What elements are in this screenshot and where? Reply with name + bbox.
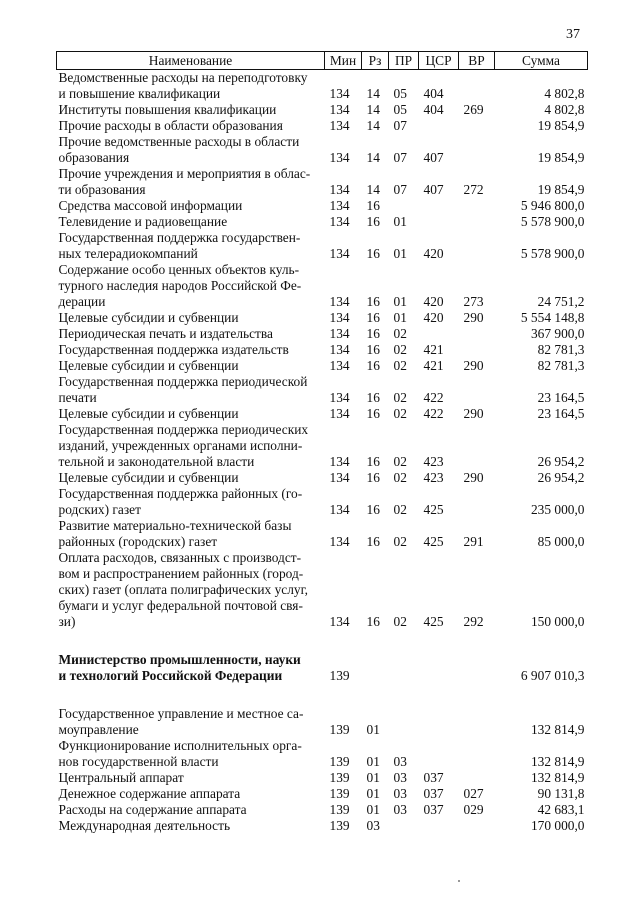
cell-name xyxy=(57,310,325,326)
cell-csr: 037 xyxy=(423,770,444,785)
cell-pr: 01 xyxy=(393,246,407,261)
header-rz: Рз xyxy=(362,52,389,70)
cell-sum: 132 814,9 xyxy=(530,722,585,737)
cell-min: 134 xyxy=(329,294,350,309)
name-line: Министерство промышленности, науки xyxy=(58,652,301,667)
table-row xyxy=(57,486,588,518)
cell-sum: 132 814,9 xyxy=(530,770,585,785)
name-line: Институты повышения квалификации xyxy=(58,102,277,117)
table-row xyxy=(57,374,588,406)
cell-pr: 02 xyxy=(393,502,407,517)
name-line: и технологий Российской Федерации xyxy=(58,668,283,683)
cell-sum: 23 164,5 xyxy=(537,406,585,421)
cell-sum: 82 781,3 xyxy=(537,342,585,357)
cell-min: 134 xyxy=(329,310,350,325)
cell-min: 134 xyxy=(329,198,350,213)
cell-min: 134 xyxy=(329,118,350,133)
cell-name xyxy=(57,518,325,550)
cell-min: 134 xyxy=(329,246,350,261)
cell-name xyxy=(57,738,325,770)
cell-rz: 14 xyxy=(366,118,380,133)
name-line: вом и распространением районных (город- xyxy=(58,566,304,581)
table-row xyxy=(57,550,588,630)
name-line: Развитие материально-технической базы xyxy=(58,518,292,533)
cell-rz: 16 xyxy=(366,502,380,517)
name-line: Расходы на содержание аппарата xyxy=(58,802,247,817)
name-line: ных телерадиокомпаний xyxy=(58,246,198,261)
scan-speck xyxy=(458,880,460,882)
name-line: ти образования xyxy=(58,182,146,197)
cell-csr: 421 xyxy=(423,358,444,373)
cell-sum: 367 900,0 xyxy=(530,326,585,341)
cell-name xyxy=(57,470,325,486)
cell-sum: 170 000,0 xyxy=(530,818,585,833)
name-line: Средства массовой информации xyxy=(58,198,243,213)
cell-rz: 01 xyxy=(366,802,380,817)
cell-csr: 423 xyxy=(423,454,444,469)
table-row xyxy=(57,70,588,103)
spacer-cell xyxy=(57,684,588,706)
cell-pr: 03 xyxy=(393,754,407,769)
cell-vr xyxy=(459,230,495,262)
cell-rz: 16 xyxy=(366,246,380,261)
name-line: и повышение квалификации xyxy=(58,86,221,101)
cell-csr: 421 xyxy=(423,342,444,357)
name-line: Содержание особо ценных объектов куль- xyxy=(58,262,300,277)
cell-rz: 16 xyxy=(366,534,380,549)
table-row xyxy=(57,166,588,198)
cell-rz: 16 xyxy=(366,454,380,469)
cell-name xyxy=(57,198,325,214)
cell-csr: 420 xyxy=(423,246,444,261)
cell-vr xyxy=(459,818,495,834)
cell-sum: 42 683,1 xyxy=(537,802,585,817)
cell-rz: 01 xyxy=(366,722,380,737)
cell-vr: 291 xyxy=(463,534,484,549)
cell-min: 139 xyxy=(329,818,350,833)
cell-pr: 01 xyxy=(393,214,407,229)
cell-name xyxy=(57,230,325,262)
table-row xyxy=(57,786,588,802)
cell-pr: 02 xyxy=(393,390,407,405)
cell-csr: 404 xyxy=(423,86,444,101)
cell-pr: 02 xyxy=(393,406,407,421)
cell-name xyxy=(57,166,325,198)
cell-name xyxy=(57,262,325,310)
header-vr: ВР xyxy=(459,52,495,70)
cell-sum: 26 954,2 xyxy=(537,470,585,485)
cell-csr: 422 xyxy=(423,390,444,405)
cell-pr: 02 xyxy=(393,534,407,549)
cell-csr xyxy=(419,214,459,230)
cell-pr xyxy=(389,198,419,214)
header-csr: ЦСР xyxy=(419,52,459,70)
name-line: Телевидение и радиовещание xyxy=(58,214,228,229)
name-line: моуправление xyxy=(58,722,139,737)
cell-sum: 235 000,0 xyxy=(530,502,585,517)
cell-csr: 037 xyxy=(423,786,444,801)
name-line: Целевые субсидии и субвенции xyxy=(58,358,239,373)
cell-vr xyxy=(459,214,495,230)
header-name: Наименование xyxy=(57,52,325,70)
name-line: Прочие расходы в области образования xyxy=(58,118,283,133)
cell-min: 134 xyxy=(329,342,350,357)
cell-vr: 029 xyxy=(463,802,484,817)
cell-vr xyxy=(459,118,495,134)
cell-vr: 273 xyxy=(463,294,484,309)
cell-pr xyxy=(389,652,419,684)
name-line: образования xyxy=(58,150,130,165)
cell-name xyxy=(57,374,325,406)
name-line: Целевые субсидии и субвенции xyxy=(58,406,239,421)
cell-sum: 5 554 148,8 xyxy=(520,310,585,325)
cell-name xyxy=(57,118,325,134)
cell-pr: 02 xyxy=(393,342,407,357)
cell-rz: 14 xyxy=(366,86,380,101)
cell-min: 134 xyxy=(329,534,350,549)
cell-sum: 5 578 900,0 xyxy=(520,214,585,229)
name-line: Функционирование исполнительных орга- xyxy=(58,738,302,753)
cell-vr xyxy=(459,134,495,166)
cell-min: 134 xyxy=(329,182,350,197)
cell-pr: 05 xyxy=(393,86,407,101)
cell-csr xyxy=(419,818,459,834)
cell-sum: 85 000,0 xyxy=(537,534,585,549)
cell-vr: 290 xyxy=(463,310,484,325)
cell-min: 134 xyxy=(329,358,350,373)
cell-vr: 292 xyxy=(463,614,484,629)
table-row xyxy=(57,134,588,166)
cell-rz: 03 xyxy=(366,818,380,833)
cell-pr: 03 xyxy=(393,770,407,785)
cell-vr: 290 xyxy=(463,406,484,421)
cell-vr: 269 xyxy=(463,102,484,117)
table-row xyxy=(57,262,588,310)
cell-vr xyxy=(459,770,495,786)
cell-vr xyxy=(459,486,495,518)
name-line: родских) газет xyxy=(58,502,141,517)
table-row xyxy=(57,326,588,342)
cell-vr xyxy=(459,326,495,342)
name-line: зи) xyxy=(58,614,76,629)
cell-csr: 423 xyxy=(423,470,444,485)
cell-min: 134 xyxy=(329,326,350,341)
cell-sum: 90 131,8 xyxy=(537,786,585,801)
table-row xyxy=(57,706,588,738)
cell-pr: 02 xyxy=(393,470,407,485)
cell-pr: 02 xyxy=(393,358,407,373)
cell-pr xyxy=(389,818,419,834)
page-number: 37 xyxy=(566,27,580,42)
cell-pr: 07 xyxy=(393,182,407,197)
name-line: Целевые субсидии и субвенции xyxy=(58,470,239,485)
name-line: Государственная поддержка издательств xyxy=(58,342,289,357)
cell-min: 134 xyxy=(329,614,350,629)
name-line: нов государственной власти xyxy=(58,754,219,769)
table-row xyxy=(57,310,588,326)
cell-rz: 16 xyxy=(366,342,380,357)
cell-min: 134 xyxy=(329,502,350,517)
cell-sum: 132 814,9 xyxy=(530,754,585,769)
name-line: районных (городских) газет xyxy=(58,534,218,549)
cell-csr: 420 xyxy=(423,310,444,325)
table-row xyxy=(57,470,588,486)
cell-sum: 150 000,0 xyxy=(530,614,585,629)
cell-pr: 07 xyxy=(393,118,407,133)
cell-sum: 82 781,3 xyxy=(537,358,585,373)
cell-vr xyxy=(459,738,495,770)
cell-vr xyxy=(459,422,495,470)
table-row xyxy=(57,342,588,358)
cell-vr: 272 xyxy=(463,182,484,197)
header-min: Мин xyxy=(325,52,362,70)
budget-sheet xyxy=(56,51,587,834)
cell-rz: 01 xyxy=(366,770,380,785)
table-row xyxy=(57,818,588,834)
table-row xyxy=(57,358,588,374)
name-line: Государственная поддержка районных (го- xyxy=(58,486,303,501)
name-line: дерации xyxy=(58,294,106,309)
cell-pr: 02 xyxy=(393,614,407,629)
cell-vr xyxy=(459,198,495,214)
name-line: ских) газет (оплата полиграфических услуг, xyxy=(58,582,308,597)
cell-name xyxy=(57,770,325,786)
cell-rz: 01 xyxy=(366,786,380,801)
cell-csr xyxy=(419,738,459,770)
cell-rz: 16 xyxy=(366,198,380,213)
cell-rz: 16 xyxy=(366,358,380,373)
cell-sum: 4 802,8 xyxy=(544,102,585,117)
cell-rz: 16 xyxy=(366,406,380,421)
cell-min: 134 xyxy=(329,454,350,469)
cell-name xyxy=(57,134,325,166)
name-line: изданий, учрежденных органами исполни- xyxy=(58,438,303,453)
table-row xyxy=(57,770,588,786)
cell-pr: 03 xyxy=(393,786,407,801)
cell-rz: 16 xyxy=(366,614,380,629)
cell-name xyxy=(57,786,325,802)
ministry-row xyxy=(57,652,588,684)
cell-csr xyxy=(419,652,459,684)
cell-name xyxy=(57,102,325,118)
name-line: Периодическая печать и издательства xyxy=(58,326,273,341)
name-line: турного наследия народов Российской Фе- xyxy=(58,278,302,293)
table-row xyxy=(57,198,588,214)
name-line: печати xyxy=(58,390,97,405)
cell-sum: 5 946 800,0 xyxy=(520,198,585,213)
name-line: Целевые субсидии и субвенции xyxy=(58,310,239,325)
cell-csr: 037 xyxy=(423,802,444,817)
cell-min: 134 xyxy=(329,102,350,117)
name-line: Прочие учреждения и мероприятия в облас- xyxy=(58,166,311,181)
spacer-cell xyxy=(57,630,588,652)
cell-rz: 16 xyxy=(366,310,380,325)
name-line: Государственная поддержка государствен- xyxy=(58,230,301,245)
cell-csr xyxy=(419,326,459,342)
cell-csr: 407 xyxy=(423,182,444,197)
name-line: Международная деятельность xyxy=(58,818,231,833)
cell-name xyxy=(57,818,325,834)
cell-rz: 14 xyxy=(366,102,380,117)
name-line: Денежное содержание аппарата xyxy=(58,786,241,801)
cell-rz: 14 xyxy=(366,150,380,165)
cell-vr xyxy=(459,706,495,738)
cell-min: 134 xyxy=(329,406,350,421)
table-row xyxy=(57,214,588,230)
header-sum: Сумма xyxy=(495,52,588,70)
cell-vr xyxy=(459,652,495,684)
cell-csr: 425 xyxy=(423,502,444,517)
cell-min: 134 xyxy=(329,86,350,101)
name-line: Центральный аппарат xyxy=(58,770,184,785)
cell-name xyxy=(57,652,325,684)
cell-min: 134 xyxy=(329,150,350,165)
name-line: тельной и законодательной власти xyxy=(58,454,255,469)
cell-vr xyxy=(459,374,495,406)
cell-vr: 290 xyxy=(463,470,484,485)
cell-vr xyxy=(459,342,495,358)
cell-pr: 05 xyxy=(393,102,407,117)
cell-name xyxy=(57,486,325,518)
cell-sum: 24 751,2 xyxy=(537,294,585,309)
name-line: Оплата расходов, связанных с производст- xyxy=(58,550,302,565)
name-line: Государственная поддержка периодических xyxy=(58,422,309,437)
cell-pr: 02 xyxy=(393,454,407,469)
table-row xyxy=(57,230,588,262)
cell-vr: 290 xyxy=(463,358,484,373)
cell-rz xyxy=(362,652,389,684)
cell-csr: 420 xyxy=(423,294,444,309)
cell-rz: 16 xyxy=(366,390,380,405)
table-row xyxy=(57,406,588,422)
cell-sum: 19 854,9 xyxy=(537,150,585,165)
cell-vr: 027 xyxy=(463,786,484,801)
name-line: Государственное управление и местное са- xyxy=(58,706,304,721)
cell-pr: 02 xyxy=(393,326,407,341)
table-row xyxy=(57,118,588,134)
cell-name xyxy=(57,358,325,374)
spacer-row xyxy=(57,684,588,706)
spacer-row xyxy=(57,630,588,652)
cell-rz: 16 xyxy=(366,214,380,229)
cell-name xyxy=(57,802,325,818)
table-row xyxy=(57,738,588,770)
cell-min: 134 xyxy=(329,390,350,405)
cell-csr: 422 xyxy=(423,406,444,421)
table-row xyxy=(57,422,588,470)
cell-csr: 425 xyxy=(423,534,444,549)
cell-csr xyxy=(419,198,459,214)
cell-name xyxy=(57,550,325,630)
cell-name xyxy=(57,342,325,358)
cell-pr: 03 xyxy=(393,802,407,817)
cell-min: 134 xyxy=(329,470,350,485)
cell-sum: 5 578 900,0 xyxy=(520,246,585,261)
cell-sum: 19 854,9 xyxy=(537,118,585,133)
table-row xyxy=(57,102,588,118)
table-row xyxy=(57,802,588,818)
cell-min: 139 xyxy=(329,668,350,683)
name-line: Ведомственные расходы на переподготовку xyxy=(58,70,308,85)
cell-csr xyxy=(419,118,459,134)
name-line: Государственная поддержка периодической xyxy=(58,374,308,389)
cell-sum: 6 907 010,3 xyxy=(520,668,585,683)
cell-min: 139 xyxy=(329,786,350,801)
cell-pr xyxy=(389,706,419,738)
cell-pr: 07 xyxy=(393,150,407,165)
budget-table xyxy=(56,51,588,834)
header-pr: ПР xyxy=(389,52,419,70)
cell-csr: 407 xyxy=(423,150,444,165)
cell-csr: 404 xyxy=(423,102,444,117)
table-header xyxy=(57,52,588,70)
cell-min: 139 xyxy=(329,722,350,737)
cell-csr xyxy=(419,706,459,738)
cell-min: 139 xyxy=(329,754,350,769)
cell-rz: 16 xyxy=(366,294,380,309)
cell-rz: 14 xyxy=(366,182,380,197)
cell-rz: 16 xyxy=(366,470,380,485)
cell-name xyxy=(57,70,325,103)
cell-vr xyxy=(459,70,495,103)
cell-rz: 01 xyxy=(366,754,380,769)
cell-min: 134 xyxy=(329,214,350,229)
cell-name xyxy=(57,406,325,422)
cell-pr: 01 xyxy=(393,294,407,309)
cell-sum: 23 164,5 xyxy=(537,390,585,405)
cell-rz: 16 xyxy=(366,326,380,341)
cell-sum: 4 802,8 xyxy=(544,86,585,101)
name-line: бумаги и услуг федеральной почтовой свя- xyxy=(58,598,303,613)
cell-min: 139 xyxy=(329,802,350,817)
cell-name xyxy=(57,326,325,342)
table-row xyxy=(57,518,588,550)
cell-name xyxy=(57,214,325,230)
name-line: Прочие ведомственные расходы в области xyxy=(58,134,300,149)
cell-name xyxy=(57,422,325,470)
cell-csr: 425 xyxy=(423,614,444,629)
cell-name xyxy=(57,706,325,738)
cell-sum: 19 854,9 xyxy=(537,182,585,197)
cell-pr: 01 xyxy=(393,310,407,325)
table-body xyxy=(57,70,588,835)
cell-min: 139 xyxy=(329,770,350,785)
cell-sum: 26 954,2 xyxy=(537,454,585,469)
